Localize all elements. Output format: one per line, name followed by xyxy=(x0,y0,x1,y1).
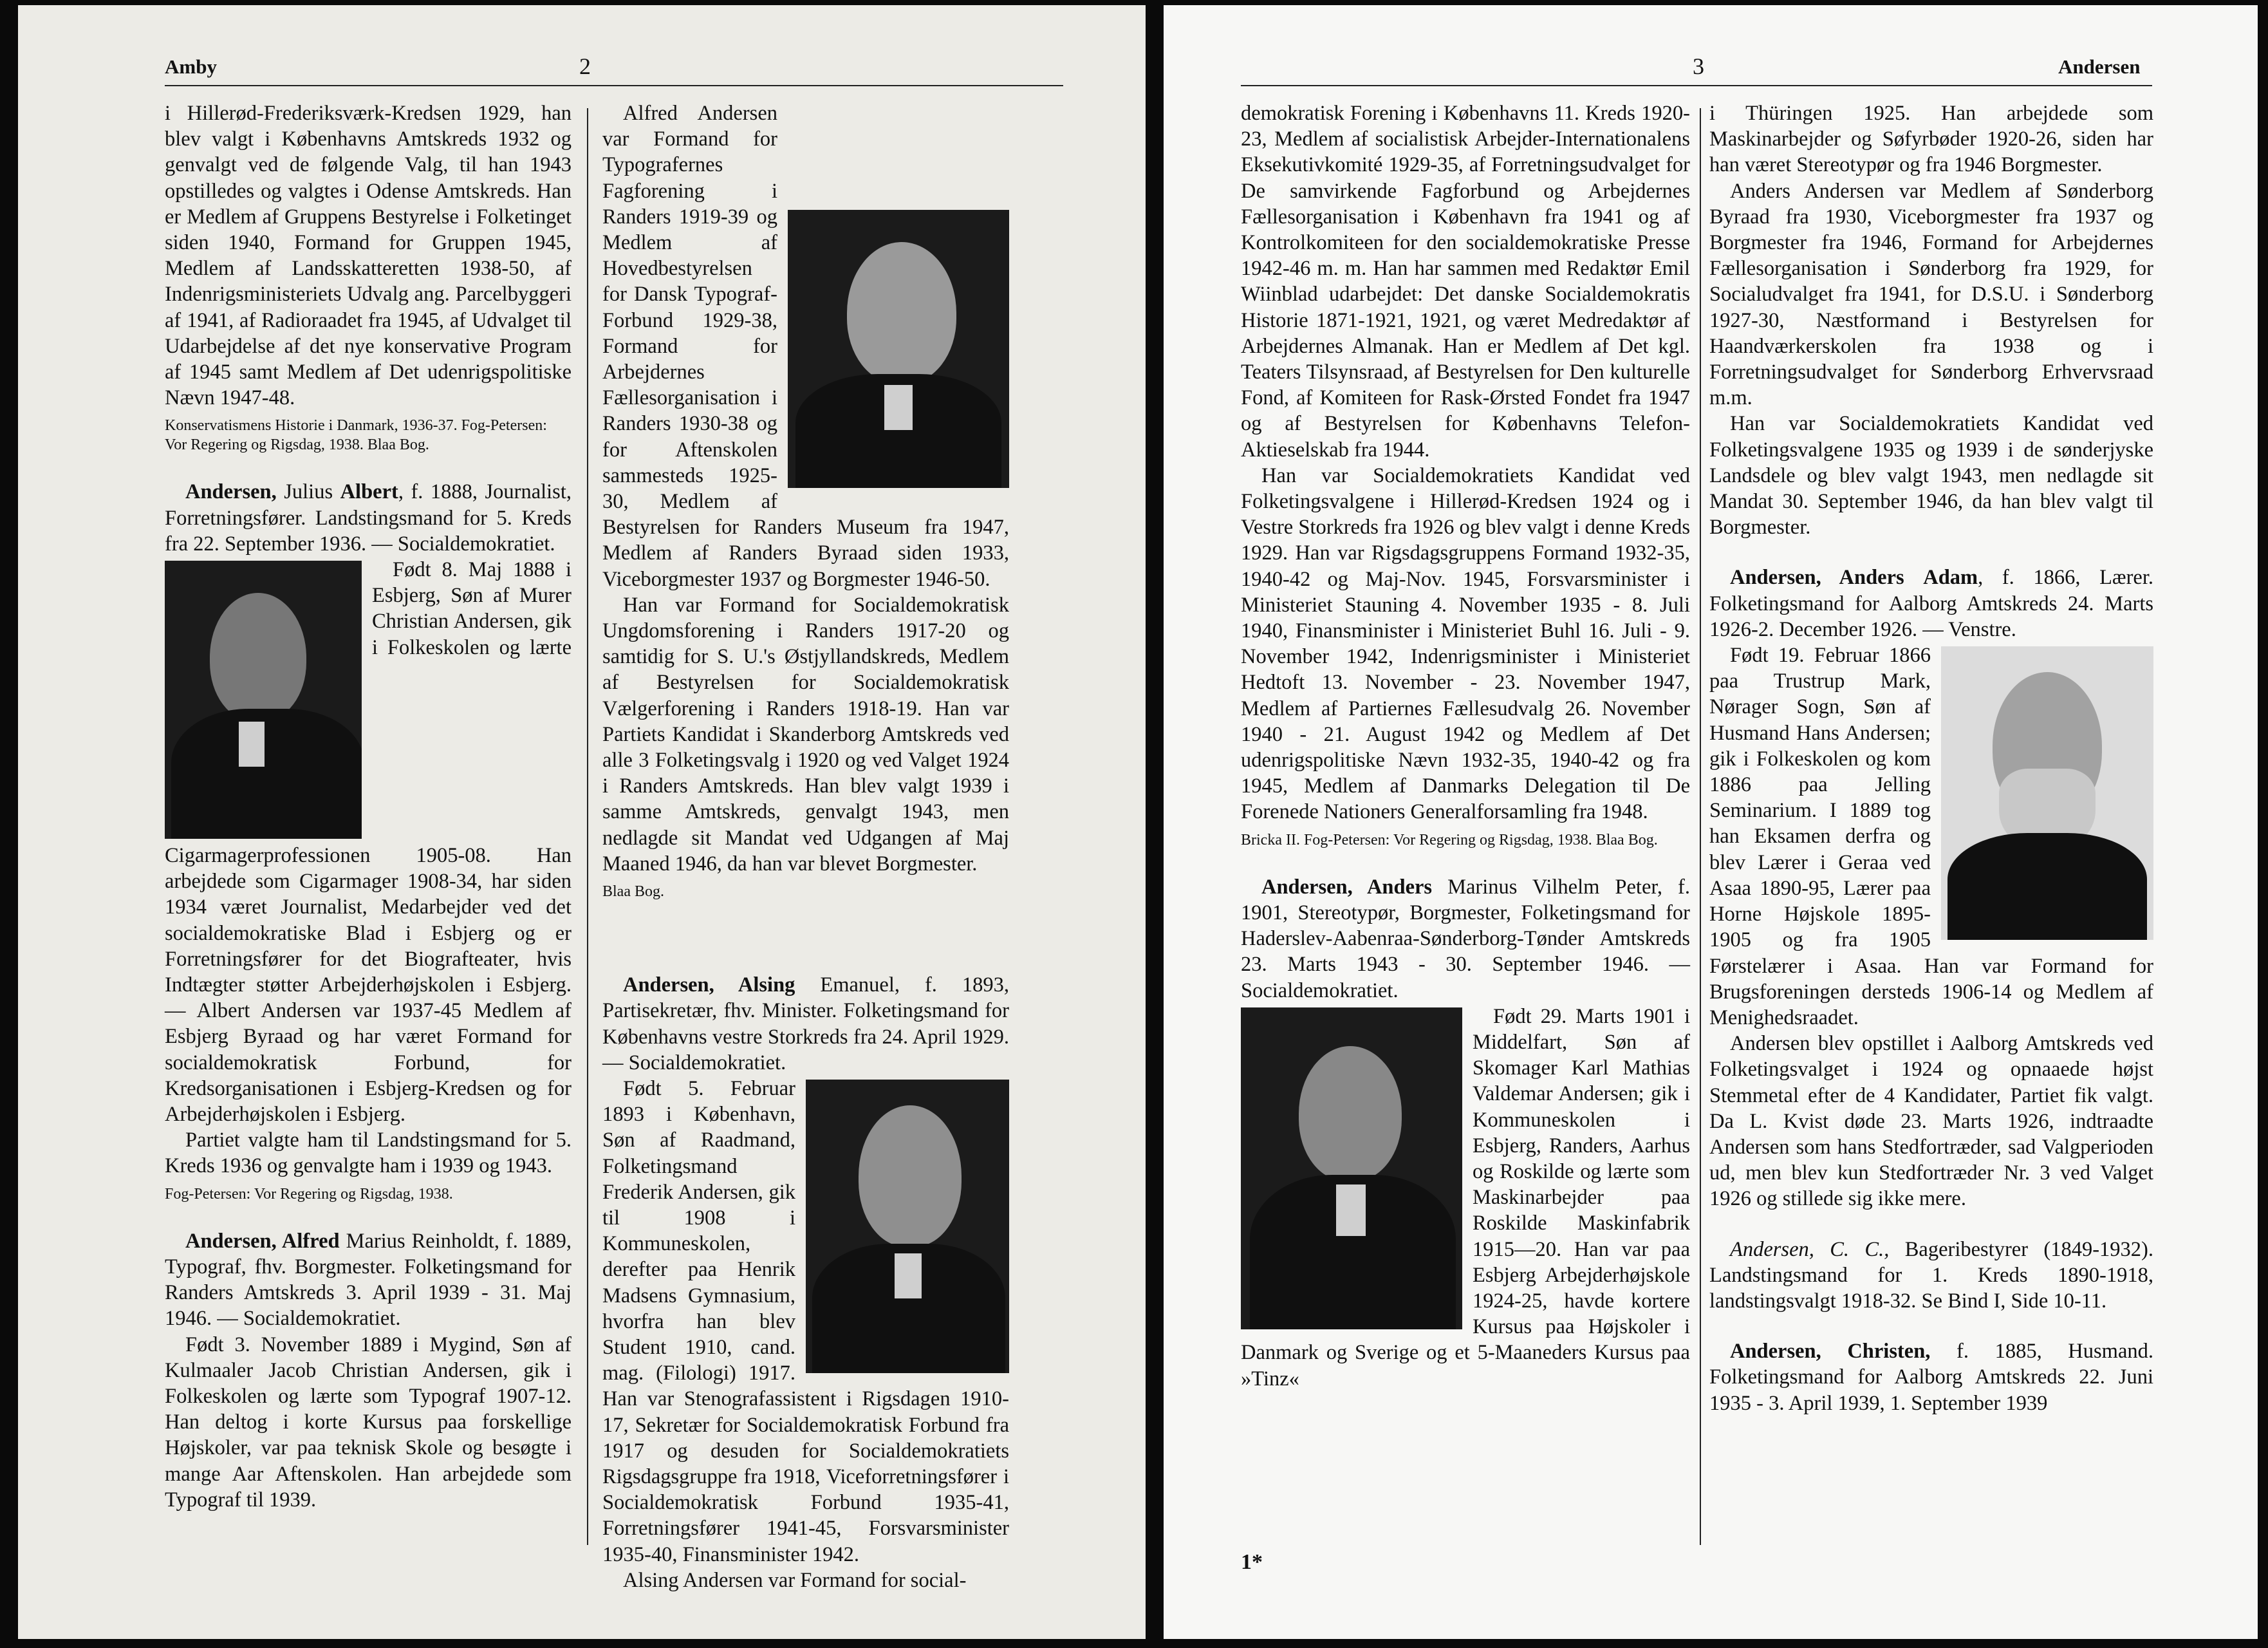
entry-summary: Marius Reinholdt, f. 1889, Typograf, fhv. Borgmester. Folketingsmand for Randers Amtskreds 3. April 1939 - 31. Maj 1946. — Socialdemokratiet. xyxy=(165,1229,572,1331)
entry-summary: Bageribestyrer (1849-1932). Landstingsmand for 1. Kreds 1890-1918, landstingsvalgt 1918-32. Se Bind I, Side 10-11. xyxy=(1709,1237,2153,1313)
entry-heading-julius xyxy=(165,479,572,557)
column-2 xyxy=(1709,100,2153,1416)
paragraph: demokratisk Forening i Københavns 11. Kreds 1920-23, Medlem af socialistisk Arbejder-Internationalens Eksekutivkomité 1929-35, af Forretningsudvalget for De samvirkende Fagforbund og Arbejdernes Fællesorganisation i København fra 1941 og af Kontrolkomiteen for den socialdemokratiske Presse 1942-46 m. m. Han har sammen med Redaktør Emil Wiinblad udarbejdet: Det danske Socialdemokratis Historie 1871-1921, 1921, og været Medredaktør af Arbejdernes Almanak. Han er Medlem af Det kgl. Teaters Tilsynsraad, af Bestyrelsen for Den kulturelle Fond, af Komiteen for Rask-Ørsted Fondet fra 1947 og af Bestyrelsen for Københavns Telefon-Aktieselskab fra 1944. xyxy=(1241,102,1690,462)
paragraph: Anders Andersen var Medlem af Sønderborg Byraad fra 1930, Viceborgmester fra 1937 og Borgmester fra 1946, Formand for Arbejdernes Fællesorganisation i Sønderborg fra 1929, for Socialudvalget fra 1941, for D.S.U. i Sønderborg 1927-30, Næstformand i Bestyrelsen for Haandværkerskolen fra 1938 og i Forretningsudvalget for Sønderborg Erhvervsraad m.m. xyxy=(1709,179,2153,410)
source-note: Konservatismens Historie i Danmark, 1936-37. Fog-Petersen: Vor Regering og Rigsdag, 1938. Blaa Bog. xyxy=(165,417,547,454)
paragraph: Alfred Andersen var Formand for Typografernes Fagforening i Randers 1919-39 og Medlem af Hovedbestyrelsen for Dansk Typograf-Forbund 1929-38, Formand for Arbejdernes Fællesorganisation i Randers 1930-38 og for Aftenskolen sammesteds 1925-30, Medlem af Bestyrelsen for Randers Museum fra 1947, Medlem af Randers Byraad siden 1933, Viceborgmester 1937 og Borgmester 1946-50. xyxy=(602,102,1009,591)
entry-surname: Andersen, Alsing xyxy=(623,973,795,997)
source-note: Bricka II. Fog-Petersen: Vor Regering og Rigsdag, 1938. Blaa Bog. xyxy=(1241,831,1658,848)
entry-heading-c-c xyxy=(1709,1237,2153,1315)
source-note: Fog-Petersen: Vor Regering og Rigsdag, 1938. xyxy=(165,1185,453,1203)
entry-heading-alsing xyxy=(602,972,1009,1076)
paragraph: Alsing Andersen var Formand for social- xyxy=(623,1568,967,1592)
column-1 xyxy=(1241,100,1690,1392)
right-page xyxy=(1164,5,2258,1639)
paragraph: Født 3. November 1889 i Mygind, Søn af Kulmaaler Jacob Christian Andersen, gik i Folkeskolen og lærte som Typograf 1907-12. Han deltog i korte Kursus paa forskellige Højskoler, var paa teknisk Skole og besøgte i mange Aar Aftenskolen. Han arbejdede som Typograf til 1939. xyxy=(165,1333,572,1512)
header-rule xyxy=(165,85,1063,86)
left-page xyxy=(18,5,1146,1639)
paragraph: Født 8. Maj 1888 i Esbjerg, Søn af Murer Christian Andersen, gik i Folkeskolen og lærte Cigarmagerprofessionen 1905-08. Han arbejdede som Cigarmager 1908-34, har siden 1934 været Journalist, Medarbejder ved det socialdemokratiske Blad i Esbjerg og er Forretningsfører for det Biografteater, hvis Indtægter støtter Arbejderhøjskolen i Esbjerg. — Albert Andersen var 1937-45 Medlem af Esbjerg Byraad og har været Formand for socialdemokratisk Forbund, for Kredsorganisationen i Esbjerg-Kredsen og for Arbejderhøjskolen i Esbjerg. xyxy=(165,558,572,1127)
portrait-anders-adam-andersen xyxy=(1941,646,2153,940)
column-1 xyxy=(165,100,572,1513)
paragraph: Han var Formand for Socialdemokratisk Ungdomsforening i Randers 1917-20 og samtidig for S. U.'s Østjyllandskreds, Medlem af Bestyrelsen for Socialdemokratisk Vælgerforening i Randers 1918-19. Han var Partiets Kandidat i Skanderborg Amtskreds ved alle 3 Folketingsvalg i 1920 og ved Valget 1924 i Randers Amtskreds. Han blev valgt 1939 i samme Amtskreds, genvalgt 1943, men nedlagde sit Mandat ved Udgangen af Maj Maaned 1946, da han var blevet Borgmester. xyxy=(602,593,1009,876)
column-2 xyxy=(602,100,1009,1593)
entry-heading-anders-marinus xyxy=(1241,874,1690,1004)
column-rule xyxy=(587,108,588,1545)
paragraph: Han var Socialdemokratiets Kandidat ved Folketingsvalgene i Hillerød-Kredsen 1924 og i Vestre Storkreds fra 1926 og blev valgt i denne Kreds 1929. Han var Rigsdagsgruppens Formand 1932-35, 1940-42 og Maj-Nov. 1945, Forsvarsminister i Ministeriet Stauning 4. November 1935 - 8. Juli 1940, Finansminister i Ministeriet Buhl 16. Juli - 9. November 1942, Indenrigsminister i Ministeriet Hedtoft 13. November - 23. November 1947, Medlem af Partiernes Fællesudvalg 26. November 1940 - 21. August 1942 og Medlem af Det udenrigspolitiske Nævn 1932-35, 1940-42 og fra 1945, Medlem af Danmarks Delegation til De Forenede Nationers Generalforsamling fra 1948. xyxy=(1241,464,1690,824)
entry-surname: Andersen, Anders xyxy=(1730,566,1904,590)
paragraph: i Thüringen 1925. Han arbejdede som Maskinarbejder og Søfyrbøder 1920-26, siden har han været Stereotypør og fra 1946 Borgmester. xyxy=(1709,102,2153,177)
paragraph: Født 19. Februar 1866 paa Trustrup Mark, Nørager Sogn, Søn af Husmand Hans Andersen; gik i Folkeskolen og kom 1886 paa Jelling Seminarium. I 1889 tog han Eksamen derfra og blev Lærer i Geraa ved Asaa 1890-95, Lærer paa Horne Højskole 1895-1905 og fra 1905 Førstelærer i Asaa. Han var Formand for Brugsforeningen dersteds 1906-14 og Medlem af Menighedsraadet. xyxy=(1709,644,2153,1029)
entry-heading-anders-adam xyxy=(1709,565,2153,642)
portrait-alsing-andersen xyxy=(806,1080,1009,1373)
entry-heading-christen xyxy=(1709,1338,2153,1416)
paragraph: i Hillerød-Frederiksværk-Kredsen 1929, han blev valgt i Københavns Amtskreds 1932 og genvalgt ved de følgende Valg, til han 1943 opstilledes og valgtes i Odense Amtskreds. Han er Medlem af Gruppens Bestyrelse i Folketinget siden 1940, Formand for Gruppen 1945, Medlem af Landsskatteretten 1938-50, af Indenrigsministeriets Udvalg ang. Parcelbyggeri af 1941, af Radioraadet fra 1945, af Udvalget til Udarbejdelse af det nye konservative Program af 1945 samt Medlem af Det udenrigspolitiske Nævn 1947-48. xyxy=(165,102,572,410)
header-rule xyxy=(1241,85,2152,86)
entry-surname: Andersen, Christen, xyxy=(1730,1340,1931,1363)
portrait-alfred-andersen xyxy=(788,210,1009,488)
running-head: Amby xyxy=(165,55,217,78)
portrait-anders-marinus-andersen xyxy=(1241,1007,1462,1329)
entry-summary: , f. 1866, Lærer. Folketingsmand for Aalborg Amtskreds 24. Marts 1926-2. December 1926. — Venstre. xyxy=(1709,566,2153,641)
entry-heading-alfred xyxy=(165,1228,572,1332)
entry-call-name: Albert xyxy=(340,480,398,504)
entry-call-name: Adam xyxy=(1923,566,1978,590)
entry-summary: Marinus Vilhelm Peter, f. 1901, Stereotypør, Borgmester, Folketingsmand for Haderslev-Aabenraa-Sønderborg-Tønder Amtskreds 23. Marts 1943 - 30. September 1946. — Socialdemokratiet. xyxy=(1241,875,1690,1002)
entry-surname: Andersen, Anders xyxy=(1261,875,1433,899)
page-number: 2 xyxy=(579,53,591,79)
paragraph: Født 5. Februar 1893 i København, Søn af Raadmand, Folketingsmand Frederik Andersen, gik til 1908 i Kommuneskolen, derefter paa Henrik Madsens Gymnasium, hvorfra han blev Student 1910, cand. mag. (Filologi) 1917. Han var Stenografassistent i Rigsdagen 1910-17, Sekretær for Socialdemokratisk Forbund fra 1917 og desuden for Socialdemokratiets Rigsdagsgruppe fra 1918, Viceforretningsfører i Socialdemokratisk Forbund 1935-41, Forretningsfører 1941-45, Forsvarsminister 1935-40, Finansminister 1942. xyxy=(602,1076,1009,1566)
signature-mark: 1* xyxy=(1241,1550,1263,1574)
paragraph: Han var Socialdemokratiets Kandidat ved Folketingsvalgene 1935 og 1939 i de sønderjyske Landsdele og blev valgt 1943, men nedlagde sit Mandat 30. September 1946, da han blev valgt til Borgmester. xyxy=(1709,412,2153,539)
column-rule xyxy=(1700,108,1701,1545)
entry-surname: Andersen, C. C., xyxy=(1730,1237,1890,1261)
paragraph: Partiet valgte ham til Landstingsmand for 5. Kreds 1936 og genvalgte ham i 1939 og 1943. xyxy=(165,1128,572,1178)
source-note: Blaa Bog. xyxy=(602,883,664,901)
paragraph: Født 29. Marts 1901 i Middelfart, Søn af Skomager Karl Mathias Valdemar Andersen; gik i Kommuneskolen i Esbjerg, Randers, Aarhus og Roskilde og lærte som Maskinarbejder paa Roskilde Maskinfabrik 1915—20. Han var paa Esbjerg Arbejderhøjskole 1924-25, havde kortere Kursus paa Højskoler i Danmark og Sverige og et 5-Maaneders Kursus paa »Tinz« xyxy=(1241,1004,1690,1390)
entry-surname: Andersen, Alfred xyxy=(185,1229,340,1253)
paragraph: Andersen blev opstillet i Aalborg Amtskreds ved Folketingsvalget i 1924 og opnaaede højst Stemmetal efter de 4 Kandidater, Partiet fik valgt. Da L. Kvist døde 23. Marts 1926, indtraadte Andersen som hans Stedfortræder, sad Valgperioden ud, men blev kun Stedfortræder Nr. 3 ved Valget 1926 og stillede sig ikke mere. xyxy=(1709,1032,2153,1211)
page-number: 3 xyxy=(1693,53,1704,79)
portrait-julius-albert-andersen xyxy=(165,561,362,839)
entry-surname: Andersen, xyxy=(185,480,277,504)
entry-given-name: Julius xyxy=(284,480,333,504)
entry-summary: Emanuel, f. 1893, Partisekretær, fhv. Minister. Folketingsmand for Københavns vestre Storkreds fra 24. April 1929. — Socialdemokratiet. xyxy=(602,973,1010,1074)
running-head: Andersen xyxy=(2058,55,2141,78)
entry-summary: f. 1885, Husmand. Folketingsmand for Aalborg Amtskreds 22. Juni 1935 - 3. April 1939, 1. September 1939 xyxy=(1709,1340,2153,1415)
entry-summary: , f. 1888, Journalist, Forretningsfører. Landstingsmand for 5. Kreds fra 22. September 1936. — Socialdemokratiet. xyxy=(165,480,572,556)
